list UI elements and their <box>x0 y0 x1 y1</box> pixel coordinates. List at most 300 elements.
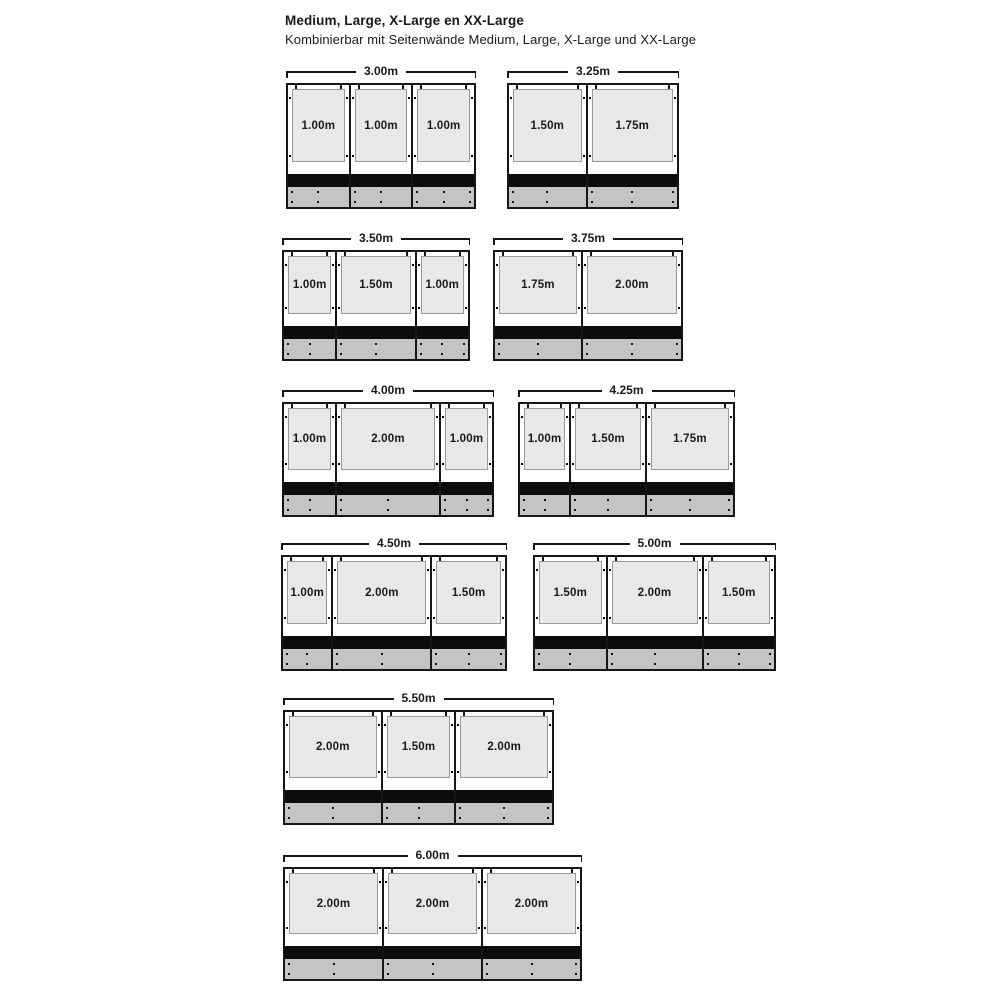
panel-window <box>612 561 698 624</box>
fastener-dot <box>285 416 287 418</box>
fastener-dot <box>771 617 773 619</box>
fastener-dot <box>378 724 380 726</box>
dimension-label: 5.50m <box>393 692 443 705</box>
dimension-line <box>286 66 476 78</box>
dimension-line <box>283 693 554 705</box>
fastener-dot <box>465 264 467 266</box>
skirt-stud-dot <box>340 353 342 355</box>
skirt-stud-dot <box>387 963 389 965</box>
fastener-dot <box>478 927 480 929</box>
skirt-stud-dot <box>487 499 489 501</box>
panel-window <box>592 89 673 162</box>
skirt-stud-dot <box>420 353 422 355</box>
wall-section <box>569 404 645 515</box>
fastener-dot <box>286 881 288 883</box>
skirt-stud-dot <box>547 807 549 809</box>
panel-width-label: 1.50m <box>553 586 588 599</box>
fastener-dot <box>414 97 416 99</box>
fastener-dot <box>433 617 435 619</box>
skirt-stud-dot <box>503 807 505 809</box>
fastener-dot <box>384 724 386 726</box>
skirt-stud-dot <box>463 343 465 345</box>
panel-window <box>288 408 331 470</box>
fastener-dot <box>642 463 644 465</box>
dimension-label: 3.00m <box>356 65 406 78</box>
skirt-stud-dot <box>631 343 633 345</box>
skirt-stud-dot <box>332 817 334 819</box>
panel-width-label: 2.00m <box>316 741 350 753</box>
wall-section <box>415 252 468 359</box>
panel-width-label: 1.00m <box>449 433 484 445</box>
skirt-stud-dot <box>631 353 633 355</box>
skirt-stud-dot <box>574 509 576 511</box>
fastener-dot <box>521 416 523 418</box>
fastener-dot <box>471 97 473 99</box>
skirt-stud-dot <box>769 663 771 665</box>
fastener-dot <box>484 927 486 929</box>
skirt-stud-dot <box>654 653 656 655</box>
skirt-stud-dot <box>418 807 420 809</box>
skirt-stud-dot <box>575 973 577 975</box>
fastener-dot <box>289 155 291 157</box>
panel-width-label: 2.00m <box>487 741 521 753</box>
panel-window <box>287 561 327 624</box>
skirt-stud-dot <box>689 499 691 501</box>
skirt-stud-dot <box>416 201 418 203</box>
fastener-dot <box>603 617 605 619</box>
diagram-5-50m <box>283 693 554 825</box>
wall-section <box>702 557 775 669</box>
dimension-line <box>283 850 582 862</box>
skirt-stud-dot <box>435 653 437 655</box>
skirt-stud-dot <box>503 817 505 819</box>
panel-width-label: 2.00m <box>371 433 405 445</box>
fastener-dot <box>379 881 381 883</box>
skirt-stud-dot <box>333 963 335 965</box>
fastener-dot <box>648 416 650 418</box>
skirt-stud-dot <box>286 653 288 655</box>
skirt-stud-dot <box>288 817 290 819</box>
diagram-4-00m <box>282 385 494 517</box>
panel-window <box>388 873 477 934</box>
fastener-dot <box>583 97 585 99</box>
skirt-stud-dot <box>611 663 613 665</box>
fastener-dot <box>489 463 491 465</box>
skirt-stud-dot <box>591 191 593 193</box>
fastener-dot <box>334 569 336 571</box>
panel-window <box>460 716 548 778</box>
skirt-stud-dot <box>287 509 289 511</box>
skirt-stud-dot <box>611 653 613 655</box>
fastener-dot <box>284 569 286 571</box>
fastener-dot <box>285 307 287 309</box>
fastener-dot <box>408 155 410 157</box>
skirt-stud-dot <box>591 201 593 203</box>
fastener-dot <box>352 155 354 157</box>
fastener-dot <box>328 617 330 619</box>
skirt-stud-dot <box>380 191 382 193</box>
skirt-stud-dot <box>286 663 288 665</box>
skirt-stud-dot <box>381 663 383 665</box>
dimension-label: 4.00m <box>363 384 413 397</box>
skirt-stud-dot <box>309 499 311 501</box>
dimension-label: 3.75m <box>563 232 613 245</box>
wall-section <box>509 85 586 207</box>
wall-frame <box>281 555 507 671</box>
skirt-stud-dot <box>676 353 678 355</box>
skirt-stud-dot <box>309 509 311 511</box>
wall-section <box>430 557 505 669</box>
skirt-stud-dot <box>441 353 443 355</box>
panel-width-label: 2.00m <box>316 897 351 910</box>
skirt-stud-dot <box>537 353 539 355</box>
panel-window <box>539 561 602 624</box>
panel-width-label: 1.50m <box>721 586 756 599</box>
skirt-stud-dot <box>486 973 488 975</box>
panel-width-label: 1.50m <box>451 586 486 599</box>
skirt-stud-dot <box>500 653 502 655</box>
skirt-stud-dot <box>466 499 468 501</box>
wall-section <box>645 404 733 515</box>
skirt-stud-dot <box>291 201 293 203</box>
fastener-dot <box>674 97 676 99</box>
panel-width-label: 2.00m <box>415 897 450 910</box>
skirt-stud-dot <box>332 807 334 809</box>
fastener-dot <box>589 155 591 157</box>
skirt-stud-dot <box>569 653 571 655</box>
panel-width-label: 1.00m <box>292 433 327 445</box>
fastener-dot <box>332 307 334 309</box>
skirt-stud-dot <box>547 817 549 819</box>
skirt-stud-dot <box>631 201 633 203</box>
wall-section <box>335 404 439 515</box>
wall-section <box>520 404 569 515</box>
fastener-dot <box>286 927 288 929</box>
fastener-dot <box>603 569 605 571</box>
panel-window <box>436 561 501 624</box>
fastener-dot <box>609 617 611 619</box>
skirt-stud-dot <box>728 509 730 511</box>
wall-section <box>283 557 331 669</box>
fastener-dot <box>578 307 580 309</box>
fastener-dot <box>566 416 568 418</box>
header <box>285 13 696 47</box>
dimension-label: 4.25m <box>601 384 651 397</box>
fastener-dot <box>699 617 701 619</box>
panel-width-label: 1.00m <box>425 279 460 291</box>
fastener-dot <box>577 927 579 929</box>
fastener-dot <box>730 416 732 418</box>
fastener-dot <box>332 416 334 418</box>
skirt-stud-dot <box>420 343 422 345</box>
wall-section <box>535 557 606 669</box>
skirt-stud-dot <box>468 653 470 655</box>
diagram-3-25m <box>507 66 679 209</box>
dimension-line <box>282 385 494 397</box>
fastener-dot <box>285 264 287 266</box>
fastener-dot <box>699 569 701 571</box>
skirt-stud-dot <box>676 343 678 345</box>
fastener-dot <box>578 264 580 266</box>
skirt-stud-dot <box>672 191 674 193</box>
diagram-6-00m <box>283 850 582 981</box>
panel-width-label: 1.75m <box>615 119 650 132</box>
wall-section <box>285 712 381 823</box>
skirt-stud-dot <box>387 973 389 975</box>
skirt-stud-dot <box>512 201 514 203</box>
skirt-stud-dot <box>333 973 335 975</box>
skirt-stud-dot <box>375 353 377 355</box>
panel-window <box>341 408 435 470</box>
panel-window <box>708 561 771 624</box>
wall-frame <box>283 867 582 981</box>
fastener-dot <box>286 724 288 726</box>
fastener-dot <box>609 569 611 571</box>
fastener-dot <box>286 771 288 773</box>
skirt-stud-dot <box>309 353 311 355</box>
panel-width-label: 1.50m <box>359 279 393 291</box>
panel-window <box>288 256 331 314</box>
panel-width-label: 1.00m <box>426 119 461 132</box>
fastener-dot <box>771 569 773 571</box>
fastener-dot <box>442 416 444 418</box>
dimension-label: 3.50m <box>351 232 401 245</box>
skirt-stud-dot <box>354 191 356 193</box>
fastener-dot <box>536 569 538 571</box>
skirt-stud-dot <box>546 201 548 203</box>
fastener-dot <box>484 881 486 883</box>
fastener-dot <box>502 569 504 571</box>
skirt-stud-dot <box>386 807 388 809</box>
diagram-3-50m <box>282 233 470 361</box>
panel-width-label: 1.50m <box>401 741 436 753</box>
panel-window <box>289 716 377 778</box>
fastener-dot <box>385 881 387 883</box>
fastener-dot <box>412 264 414 266</box>
dimension-label: 4.50m <box>369 537 419 550</box>
skirt-stud-dot <box>537 343 539 345</box>
skirt-stud-dot <box>650 499 652 501</box>
panel-window <box>575 408 641 470</box>
panel-width-label: 1.75m <box>521 279 555 291</box>
skirt-stud-dot <box>500 663 502 665</box>
wall-section <box>284 252 335 359</box>
skirt-stud-dot <box>466 509 468 511</box>
skirt-stud-dot <box>380 201 382 203</box>
fastener-dot <box>648 463 650 465</box>
fastener-dot <box>705 617 707 619</box>
skirt-stud-dot <box>443 191 445 193</box>
skirt-stud-dot <box>287 353 289 355</box>
skirt-stud-dot <box>340 343 342 345</box>
dimension-line <box>518 385 735 397</box>
fastener-dot <box>334 617 336 619</box>
panel-width-label: 1.00m <box>290 586 325 599</box>
page-title: Medium, Large, X-Large en XX-Large <box>285 13 524 28</box>
wall-frame <box>282 402 494 517</box>
skirt-stud-dot <box>574 499 576 501</box>
skirt-stud-dot <box>523 499 525 501</box>
fastener-dot <box>418 264 420 266</box>
panel-window <box>417 89 470 162</box>
fastener-dot <box>572 416 574 418</box>
fastener-dot <box>338 264 340 266</box>
panel-width-label: 1.00m <box>301 119 336 132</box>
diagram-3-75m <box>493 233 683 361</box>
fastener-dot <box>678 264 680 266</box>
panel-window <box>487 873 576 934</box>
skirt-stud-dot <box>498 343 500 345</box>
wall-section <box>581 252 681 359</box>
skirt-stud-dot <box>486 963 488 965</box>
fastener-dot <box>583 155 585 157</box>
fastener-dot <box>379 927 381 929</box>
wall-section <box>481 869 580 979</box>
fastener-dot <box>285 463 287 465</box>
fastener-dot <box>433 569 435 571</box>
panel-window <box>651 408 729 470</box>
skirt-stud-dot <box>468 663 470 665</box>
skirt-stud-dot <box>631 191 633 193</box>
skirt-stud-dot <box>309 343 311 345</box>
skirt-stud-dot <box>432 963 434 965</box>
wall-section <box>381 712 455 823</box>
fastener-dot <box>489 416 491 418</box>
wall-section <box>439 404 492 515</box>
fastener-dot <box>521 463 523 465</box>
panel-window <box>421 256 464 314</box>
skirt-stud-dot <box>386 817 388 819</box>
wall-section <box>331 557 430 669</box>
skirt-stud-dot <box>769 653 771 655</box>
panel-width-label: 2.00m <box>637 586 672 599</box>
panel-width-label: 1.00m <box>364 119 398 132</box>
fastener-dot <box>642 416 644 418</box>
skirt-stud-dot <box>689 509 691 511</box>
fastener-dot <box>566 463 568 465</box>
skirt-stud-dot <box>463 353 465 355</box>
wall-section <box>288 85 349 207</box>
fastener-dot <box>730 463 732 465</box>
fastener-dot <box>352 97 354 99</box>
wall-section <box>285 869 382 979</box>
skirt-stud-dot <box>459 807 461 809</box>
skirt-stud-dot <box>432 973 434 975</box>
diagram-5-00m <box>533 538 776 671</box>
panel-window <box>524 408 565 470</box>
skirt-stud-dot <box>416 191 418 193</box>
panel-window <box>499 256 577 314</box>
skirt-stud-dot <box>288 973 290 975</box>
fastener-dot <box>496 307 498 309</box>
skirt-stud-dot <box>707 663 709 665</box>
fastener-dot <box>457 771 459 773</box>
fastener-dot <box>496 264 498 266</box>
skirt-stud-dot <box>738 653 740 655</box>
wall-section <box>411 85 474 207</box>
skirt-stud-dot <box>288 963 290 965</box>
skirt-stud-dot <box>441 343 443 345</box>
dimension-line <box>507 66 679 78</box>
fastener-dot <box>289 97 291 99</box>
wall-section <box>284 404 335 515</box>
skirt-stud-dot <box>340 509 342 511</box>
dimension-label: 5.00m <box>629 537 679 550</box>
panel-window <box>355 89 408 162</box>
fastener-dot <box>414 155 416 157</box>
wall-section <box>382 869 481 979</box>
panel-width-label: 2.00m <box>514 897 549 910</box>
fastener-dot <box>346 155 348 157</box>
skirt-stud-dot <box>317 191 319 193</box>
skirt-stud-dot <box>306 653 308 655</box>
dimension-line <box>493 233 683 245</box>
skirt-stud-dot <box>418 817 420 819</box>
fastener-dot <box>478 881 480 883</box>
fastener-dot <box>510 155 512 157</box>
panel-window <box>387 716 451 778</box>
skirt-stud-dot <box>354 201 356 203</box>
fastener-dot <box>442 463 444 465</box>
skirt-stud-dot <box>444 499 446 501</box>
fastener-dot <box>408 97 410 99</box>
skirt-stud-dot <box>654 663 656 665</box>
dimension-label: 3.25m <box>568 65 618 78</box>
skirt-stud-dot <box>287 499 289 501</box>
dimension-line <box>281 538 507 550</box>
fastener-dot <box>589 97 591 99</box>
panel-width-label: 2.00m <box>615 279 649 291</box>
skirt-stud-dot <box>387 509 389 511</box>
wall-section <box>454 712 552 823</box>
fastener-dot <box>549 724 551 726</box>
skirt-stud-dot <box>569 663 571 665</box>
skirt-stud-dot <box>444 509 446 511</box>
skirt-stud-dot <box>544 509 546 511</box>
fastener-dot <box>577 881 579 883</box>
panel-window <box>292 89 345 162</box>
wall-section <box>586 85 677 207</box>
fastener-dot <box>457 724 459 726</box>
fastener-dot <box>536 617 538 619</box>
skirt-stud-dot <box>538 663 540 665</box>
panel-window <box>289 873 378 934</box>
skirt-stud-dot <box>531 963 533 965</box>
skirt-stud-dot <box>607 499 609 501</box>
wall-frame <box>282 250 470 361</box>
wall-frame <box>533 555 776 671</box>
skirt-stud-dot <box>538 653 540 655</box>
fastener-dot <box>338 463 340 465</box>
page-subtitle: Kombinierbar mit Seitenwände Medium, Large, X-Large und XX-Large <box>285 32 697 47</box>
skirt-stud-dot <box>650 509 652 511</box>
skirt-stud-dot <box>387 499 389 501</box>
fastener-dot <box>284 617 286 619</box>
fastener-dot <box>465 307 467 309</box>
wall-frame <box>507 83 679 209</box>
skirt-stud-dot <box>544 499 546 501</box>
panel-window <box>587 256 677 314</box>
fastener-dot <box>705 569 707 571</box>
wall-frame <box>493 250 683 361</box>
diagram-3-00m <box>286 66 476 209</box>
skirt-stud-dot <box>375 343 377 345</box>
fastener-dot <box>436 463 438 465</box>
skirt-stud-dot <box>288 807 290 809</box>
panel-width-label: 1.00m <box>292 279 327 291</box>
skirt-stud-dot <box>672 201 674 203</box>
skirt-stud-dot <box>498 353 500 355</box>
